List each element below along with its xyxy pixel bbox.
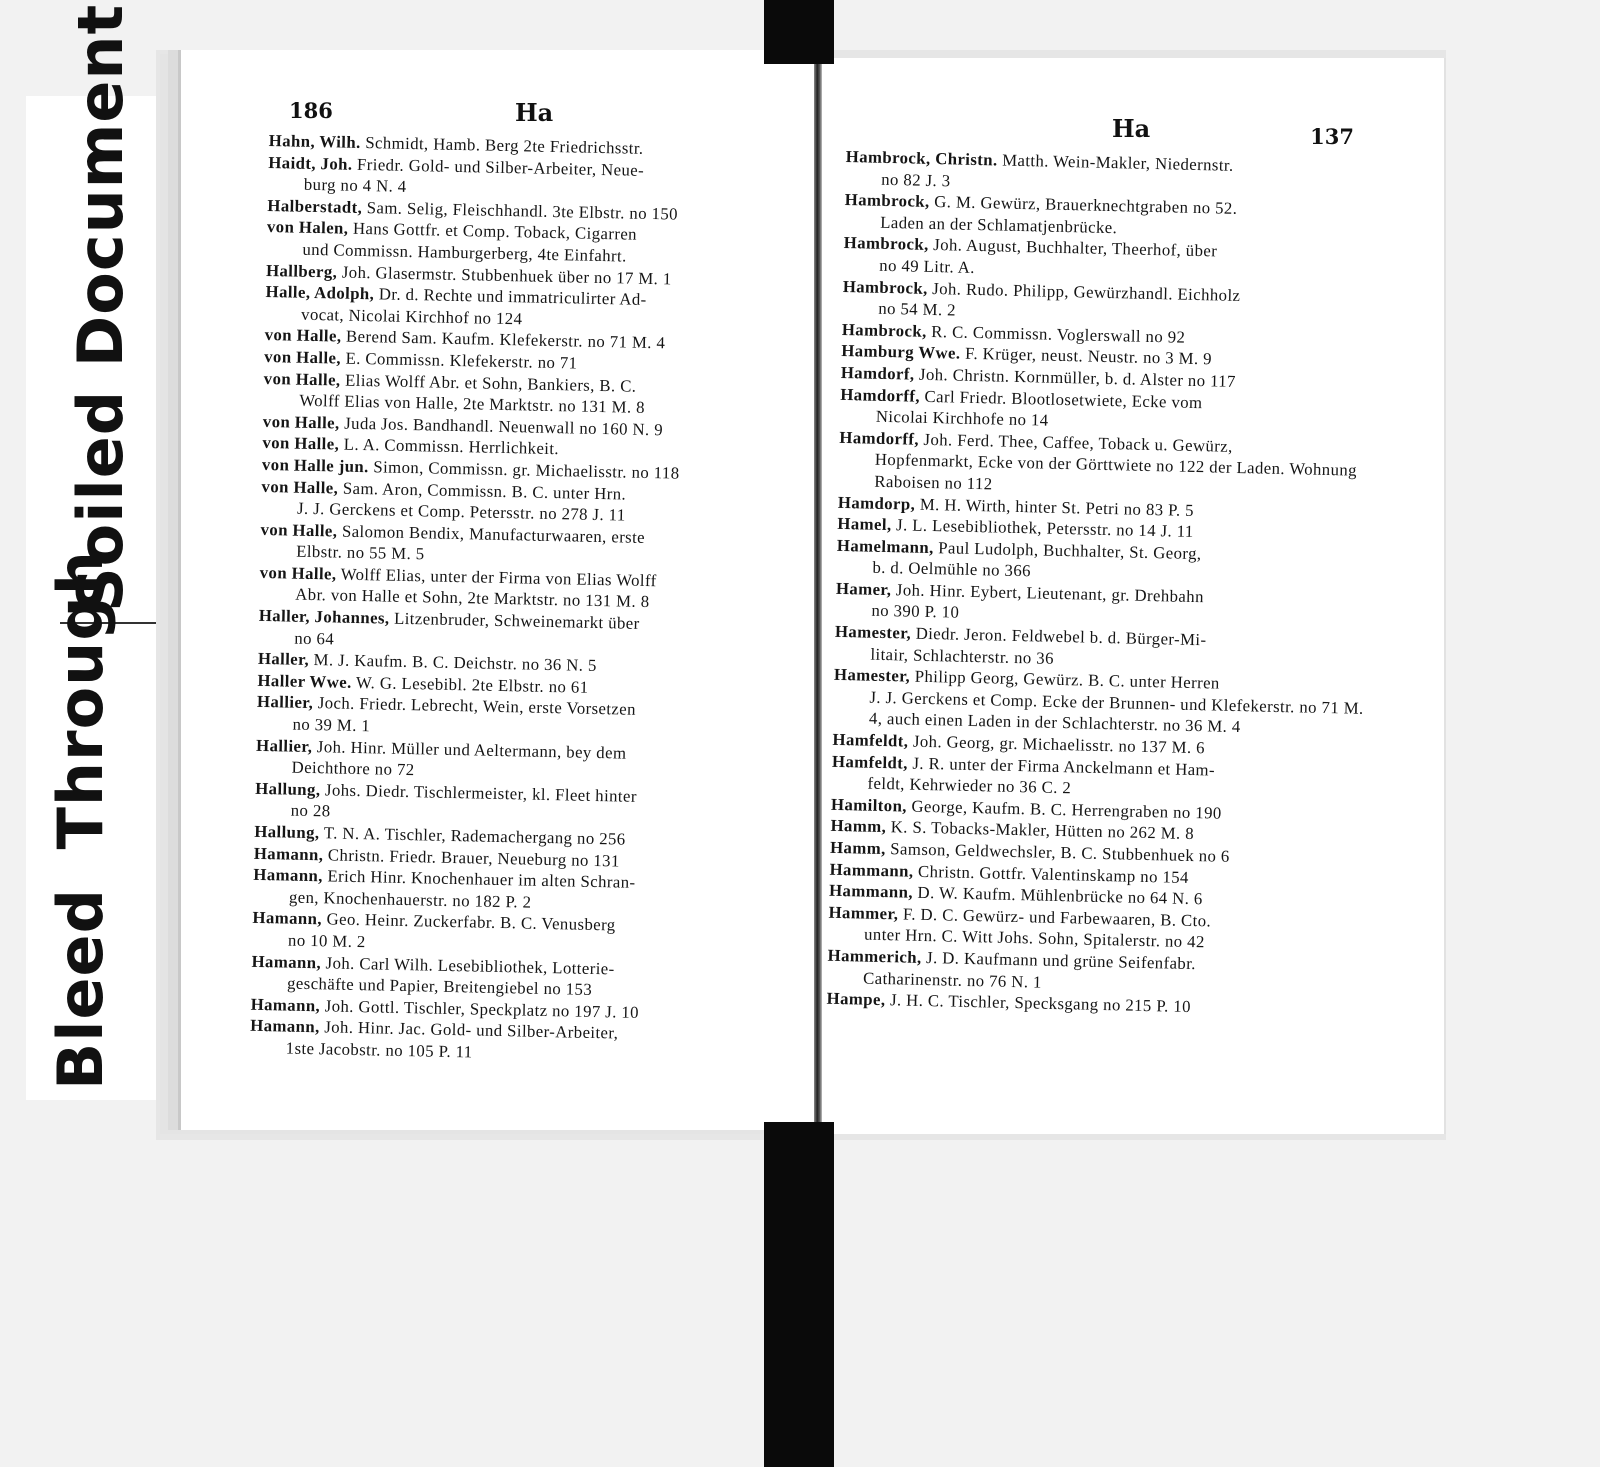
entry-text: Sam. Selig, Fleischhandl. 3te Elbstr. no 150 — [366, 197, 679, 224]
entry-text: Erich Hinr. Knochenhauer im alten Schran- — [327, 866, 636, 893]
entry-name: von Halle, — [262, 433, 340, 454]
entry-continuation: burg no 4 N. 4 — [303, 174, 407, 197]
entry-name: Hamburg Wwe. — [841, 341, 961, 363]
entry-name: Hamilton, — [830, 794, 908, 816]
entry-text: Juda Jos. Bandhandl. Neuenwall no 160 N. 9 — [344, 413, 664, 440]
scan-clip-top — [764, 0, 834, 64]
entry-text: Friedr. Gold- und Silber-Arbeiter, Neue- — [356, 154, 645, 180]
entry-name: Hamfeldt, — [831, 751, 909, 773]
entry-continuation: Abr. von Halle et Sohn, 2te Marktstr. no 131 M. 8 — [295, 585, 650, 612]
entry-text: Berend Sam. Kaufm. Klefekerstr. no 71 M. 4 — [345, 327, 666, 353]
entry-name: Hamester, — [833, 665, 911, 686]
entry-text: Simon, Commissn. gr. Michaelisstr. no 118 — [373, 457, 680, 483]
entry-text: Salomon Bendix, Manufacturwaaren, erste — [341, 521, 646, 547]
entry-name: Hamann, — [250, 1016, 320, 1037]
entry-name: Hamester, — [834, 621, 912, 643]
entry-continuation: Nicolai Kirchhofe no 14 — [875, 406, 1049, 430]
entry-text: D. W. Kaufm. Mühlenbrücke no 64 N. 6 — [917, 883, 1203, 909]
entry-name: Hammann, — [828, 880, 914, 902]
entry-name: von Halle, — [262, 411, 340, 433]
entry-name: von Halle jun. — [261, 454, 369, 477]
entry-name: Hamdorff, — [839, 427, 920, 449]
entry-continuation: J. J. Gerckens et Comp. Ecke der Brunnen- und Klefekerstr. no 71 M. 4, auch einen Laden in der Schlachterstr. no 36 M. 4 — [868, 687, 1364, 737]
entry-text: George, Kaufm. B. C. Herrengraben no 190 — [911, 796, 1222, 823]
entry-text: Joh. Glasermstr. Stubbenhuek über no 17 M. 1 — [341, 262, 672, 289]
entry-continuation: vocat, Nicolai Kirchhof no 124 — [300, 304, 523, 329]
entry-text: J. D. Kaufmann und grüne Seifenfabr. — [925, 947, 1197, 974]
entry-name: Hamdorp, — [837, 492, 916, 514]
entry-text: J. L. Lesebibliothek, Petersstr. no 14 J. 11 — [895, 515, 1194, 542]
entry-text: Johs. Diedr. Tischlermeister, kl. Fleet hinter — [324, 780, 638, 806]
entry-name: Hamann, — [252, 908, 323, 929]
entry-name: Hamann, — [253, 865, 324, 886]
entry-continuation: Elbstr. no 55 M. 5 — [295, 541, 425, 564]
entry-text: Christn. Gottfr. Valentinskamp no 154 — [917, 861, 1190, 887]
entry-text: Dr. d. Rechte und immatriculirter Ad- — [378, 284, 647, 310]
entry-continuation: b. d. Oelmühle no 366 — [872, 557, 1032, 581]
entry-name: von Halle, — [261, 476, 339, 498]
entry-name: Hambrock, — [842, 276, 928, 298]
entry-text: Matth. Wein-Makler, Niedernstr. — [1001, 150, 1234, 175]
entry-continuation: no 10 M. 2 — [287, 930, 366, 952]
entry-name: von Halle, — [259, 562, 337, 584]
entry-text: Wolff Elias, unter der Firma von Elias Wolff — [340, 564, 657, 591]
entry-text: M. J. Kaufm. B. C. Deichstr. no 36 N. 5 — [313, 650, 597, 676]
entry-text: R. C. Commissn. Voglerswall no 92 — [931, 321, 1186, 347]
entry-name: von Halle, — [264, 325, 342, 346]
left-page-number: 186 — [289, 98, 333, 123]
entry-continuation: Laden an der Schlamatjenbrücke. — [880, 212, 1118, 237]
entry-text: Joh. Carl Wilh. Lesebibliothek, Lotterie- — [325, 952, 615, 978]
left-page — [178, 50, 819, 1130]
entry-text: Hans Gottfr. et Comp. Toback, Cigarren — [352, 219, 638, 245]
entry-name: Hamm, — [829, 837, 886, 859]
right-running-head: Ha — [1112, 114, 1151, 143]
entry-name: von Halle, — [264, 346, 342, 368]
entry-text: Joh. Gottl. Tischler, Speckplatz no 197 J. 10 — [324, 996, 640, 1022]
entry-name: Hallier, — [256, 692, 314, 713]
entry-text: Christn. Friedr. Brauer, Neueburg no 131 — [327, 844, 620, 871]
entry-text: Schmidt, Hamb. Berg 2te Friedrichsstr. — [365, 133, 644, 158]
entry-text: Joh. Rudo. Philipp, Gewürzhandl. Eichholz — [932, 278, 1241, 305]
entry-text: Paul Ludolph, Buchhalter, St. Georg, — [938, 537, 1202, 563]
entry-name: Hahn, Wilh. — [268, 130, 361, 152]
entry-continuation: no 54 M. 2 — [878, 298, 957, 320]
entry-continuation: no 64 — [294, 628, 335, 649]
entry-text: L. A. Commissn. Herrlichkeit. — [343, 434, 560, 459]
book-gutter — [814, 60, 822, 1132]
entry-text: G. M. Gewürz, Brauerknechtgraben no 52. — [934, 192, 1238, 219]
entry-continuation: no 390 P. 10 — [871, 601, 960, 623]
entry-continuation: 1ste Jacobstr. no 105 P. 11 — [285, 1038, 473, 1062]
entry-continuation: J. J. Gerckens et Comp. Petersstr. no 278 J. 11 — [296, 498, 626, 525]
entry-text: E. Commissn. Klefekerstr. no 71 — [345, 348, 578, 373]
entry-text: Joh. Hinr. Müller und Aeltermann, bey dem — [316, 736, 627, 763]
entry-continuation: Deichthore no 72 — [291, 757, 415, 780]
entry-continuation: no 28 — [290, 801, 331, 821]
entry-text: W. G. Lesebibl. 2te Elbstr. no 61 — [355, 672, 589, 697]
entry-text: J. H. C. Tischler, Specksgang no 215 P. 10 — [889, 990, 1192, 1017]
entry-name: Hammer, — [828, 902, 899, 924]
entry-continuation: no 82 J. 3 — [881, 169, 951, 190]
right-page — [822, 58, 1446, 1134]
entry-continuation: Hopfenmarkt, Ecke von der Görttwiete no 122 der Laden. Wohnung Raboisen no 112 — [874, 450, 1358, 494]
entry-name: von Halle, — [260, 519, 338, 541]
left-running-head: Ha — [515, 98, 554, 127]
entry-name: Haller, Johannes, — [258, 605, 390, 628]
entry-continuation: und Commissn. Hamburgerberg, 4te Einfahrt. — [302, 239, 627, 266]
entry-continuation: Wolff Elias von Halle, 2te Marktstr. no 131 M. 8 — [299, 390, 646, 418]
entry-continuation: geschäfte und Papier, Breitengiebel no 153 — [286, 973, 593, 1000]
entry-name: Hamfeldt, — [832, 729, 909, 751]
entry-name: Hamel, — [837, 513, 892, 535]
entry-text: Litzenbruder, Schweinemarkt über — [393, 608, 640, 633]
entry-name: Hambrock, — [844, 190, 930, 212]
entry-text: Joh. Ferd. Thee, Caffee, Toback u. Gewürz, — [923, 429, 1233, 456]
entry-text: Diedr. Jeron. Feldwebel b. d. Bürger-Mi- — [915, 623, 1207, 650]
entry-name: Haidt, Joh. — [268, 152, 353, 174]
directory-entry — [838, 427, 1375, 504]
entry-text: K. S. Tobacks-Makler, Hütten no 262 M. 8 — [890, 817, 1195, 844]
entry-name: Hampe, — [826, 988, 886, 1010]
entry-name: Hamann, — [250, 994, 321, 1016]
stamp-bleed-through: Bleed Through — [44, 550, 117, 1090]
entry-text: J. R. unter der Firma Anckelmann et Ham- — [912, 753, 1216, 780]
scan-clip-bottom — [764, 1122, 834, 1467]
entry-name: Hamelmann, — [836, 535, 934, 557]
entry-name: Hamann, — [253, 843, 324, 864]
entry-text: T. N. A. Tischler, Rademachergang no 256 — [323, 823, 626, 849]
entry-text: Joh. Georg, gr. Michaelisstr. no 137 M. 6 — [912, 731, 1206, 758]
entry-text: Joh. Christn. Kornmüller, b. d. Alster no 117 — [918, 364, 1237, 391]
entry-text: Elias Wolff Abr. et Sohn, Bankiers, B. C. — [344, 370, 637, 396]
entry-name: Hammann, — [829, 859, 914, 881]
entry-name: Hamann, — [251, 951, 322, 972]
entry-text: Philipp Georg, Gewürz. B. C. unter Herren — [914, 666, 1220, 693]
entry-name: Hambrock, Christn. — [845, 146, 998, 170]
entry-name: Hambrock, — [843, 233, 929, 255]
entry-name: Haller, — [257, 649, 310, 670]
entry-name: Hambrock, — [841, 319, 927, 341]
entry-continuation: no 49 Litr. A. — [879, 255, 976, 277]
left-entry-list — [250, 130, 789, 1069]
entry-text: Geo. Heinr. Zuckerfabr. B. C. Venusberg — [326, 909, 616, 935]
entry-text: Carl Friedr. Blootlosetwiete, Ecke vom — [924, 386, 1203, 412]
entry-name: Halle, Adolph, — [265, 282, 375, 304]
entry-continuation: Catharinenstr. no 76 N. 1 — [862, 968, 1043, 992]
entry-name: Halberstadt, — [267, 195, 363, 217]
entry-name: Hallung, — [255, 778, 321, 800]
entry-text: Samson, Geldwechsler, B. C. Stubbenhuek no 6 — [890, 839, 1230, 866]
entry-name: Haller Wwe. — [257, 670, 352, 692]
stamp-soiled-document: Soiled Document — [64, 3, 137, 612]
right-page-number: 137 — [1310, 124, 1354, 149]
entry-name: Hallung, — [254, 821, 320, 843]
entry-name: Hamm, — [830, 816, 887, 837]
entry-continuation: unter Hrn. C. Witt Johs. Sohn, Spitalerstr. no 42 — [863, 924, 1205, 952]
entry-text: M. H. Wirth, hinter St. Petri no 83 P. 5 — [919, 494, 1195, 520]
entry-text: Sam. Aron, Commissn. B. C. unter Hrn. — [342, 478, 627, 504]
entry-continuation: no 39 M. 1 — [292, 714, 371, 736]
entry-name: Hamer, — [835, 578, 892, 600]
entry-name: Hallberg, — [265, 260, 338, 282]
entry-text: Joch. Friedr. Lebrecht, Wein, erste Vorsetzen — [317, 693, 637, 720]
entry-name: von Halle, — [263, 368, 341, 390]
entry-name: Hammerich, — [827, 945, 922, 967]
entry-name: Hamdorf, — [840, 362, 915, 384]
entry-text: F. D. C. Gewürz- und Farbewaaren, B. Cto. — [902, 904, 1212, 931]
right-entry-list — [826, 146, 1381, 1022]
entry-continuation: feldt, Kehrwieder no 36 C. 2 — [867, 773, 1072, 798]
entry-continuation: litair, Schlachterstr. no 36 — [870, 644, 1055, 668]
directory-entry — [833, 664, 1370, 741]
entry-name: Hamdorff, — [840, 384, 921, 406]
entry-text: F. Krüger, neust. Neustr. no 3 M. 9 — [964, 344, 1213, 369]
entry-text: Joh. Hinr. Eybert, Lieutenant, gr. Drehbahn — [895, 580, 1205, 607]
entry-name: Hallier, — [255, 735, 313, 756]
entry-text: Joh. Hinr. Jac. Gold- und Silber-Arbeiter, — [324, 1017, 619, 1043]
entry-name: von Halen, — [266, 217, 349, 239]
entry-text: Joh. August, Buchhalter, Theerhof, über — [933, 235, 1218, 261]
entry-continuation: gen, Knochenhauerstr. no 182 P. 2 — [288, 887, 532, 912]
